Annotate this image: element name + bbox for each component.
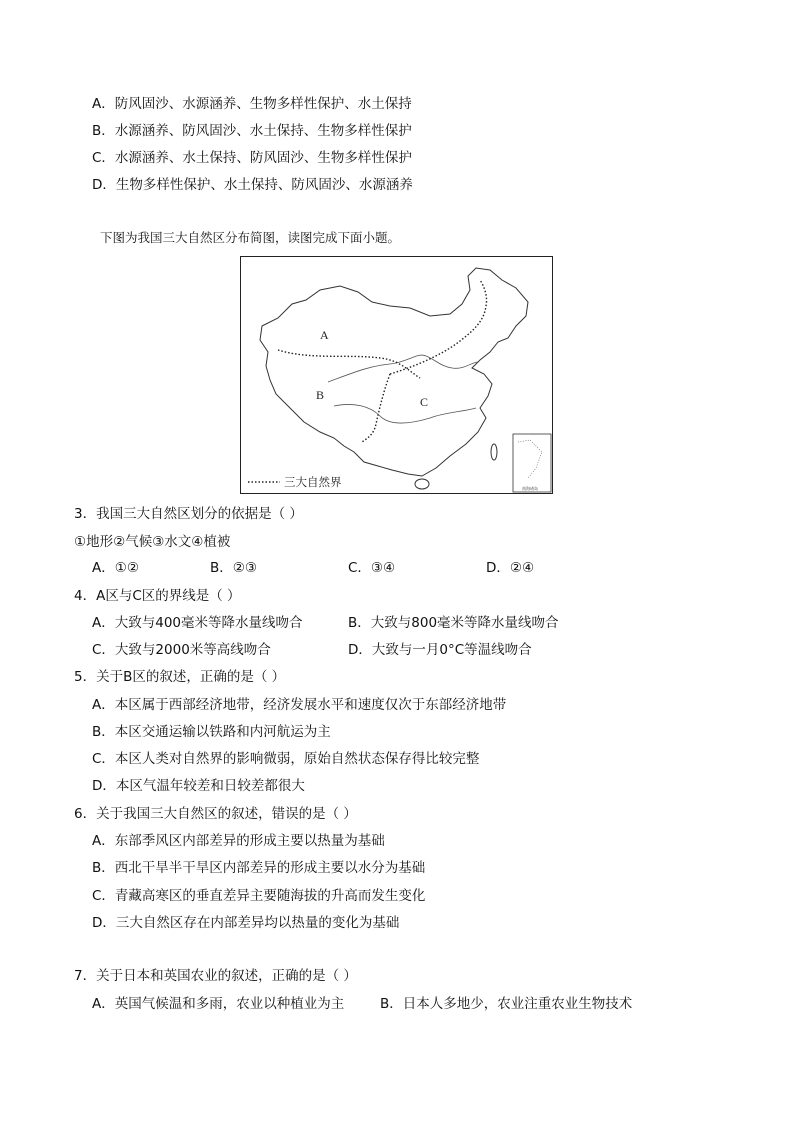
q4-option-c: C．大致与2000米等高线吻合 [92,642,271,658]
q6-option-d: D．三大自然区存在内部差异均以热量的变化为基础 [92,915,400,931]
option-a: A．防风固沙、水源涵养、生物多样性保护、水土保持 [92,96,412,112]
china-natural-regions-map [240,256,553,494]
q5-option-b: B．本区交通运输以铁路和内河航运为主 [92,724,331,740]
q4-option-a: A．大致与400毫米等降水量线吻合 [92,615,303,631]
q6-stem: 6．关于我国三大自然区的叙述，错误的是（ ） [74,806,357,822]
option-c: C．水源涵养、水土保持、防风固沙、生物多样性保护 [92,150,412,166]
q7-option-a: A．英国气候温和多雨，农业以种植业为主 [92,996,345,1012]
option-d: D．生物多样性保护、水土保持、防风固沙、水源涵养 [92,177,413,193]
q4-option-b: B．大致与800毫米等降水量线吻合 [348,615,559,631]
q7-stem: 7．关于日本和英国农业的叙述，正确的是（ ） [74,968,357,984]
q4-option-d: D．大致与一月0°C等温线吻合 [348,642,532,658]
q5-option-c: C．本区人类对自然界的影响微弱，原始自然状态保存得比较完整 [92,751,480,767]
q3-option-b: B．②③ [210,560,257,576]
q3-option-a: A．①② [92,560,139,576]
q5-stem: 5．关于B区的叙述，正确的是（ ） [74,669,286,685]
q3-stem: 3．我国三大自然区划分的依据是（ ） [74,506,303,522]
q3-option-c: C．③④ [348,560,396,576]
q7-option-b: B．日本人多地少，农业注重农业生物技术 [380,996,633,1012]
inset-caption: 南海诸岛 [522,486,538,491]
q5-option-d: D．本区气温年较差和日较差都很大 [92,778,305,794]
region-label-b: B [316,388,325,402]
q6-option-a: A．东部季风区内部差异的形成主要以热量为基础 [92,833,385,849]
region-label-c: C [420,395,429,409]
q4-stem: 4．A区与C区的界线是（ ） [74,588,241,604]
q6-option-b: B．西北干旱半干旱区内部差异的形成主要以水分为基础 [92,860,426,876]
q5-option-a: A．本区属于西部经济地带，经济发展水平和速度仅次于东部经济地带 [92,697,507,713]
q6-option-c: C．青藏高寒区的垂直差异主要随海拔的升高而发生变化 [92,888,426,904]
legend-label: 三大自然界 [284,475,342,489]
region-label-a: A [320,328,329,342]
map-intro: 下图为我国三大自然区分布简图，读图完成下面小题。 [100,230,401,245]
q3-sub: ①地形②气候③水文④植被 [74,534,231,550]
q3-option-d: D．②④ [486,560,535,576]
option-b: B．水源涵养、防风固沙、水土保持、生物多样性保护 [92,123,412,139]
inset-frame [513,434,551,492]
